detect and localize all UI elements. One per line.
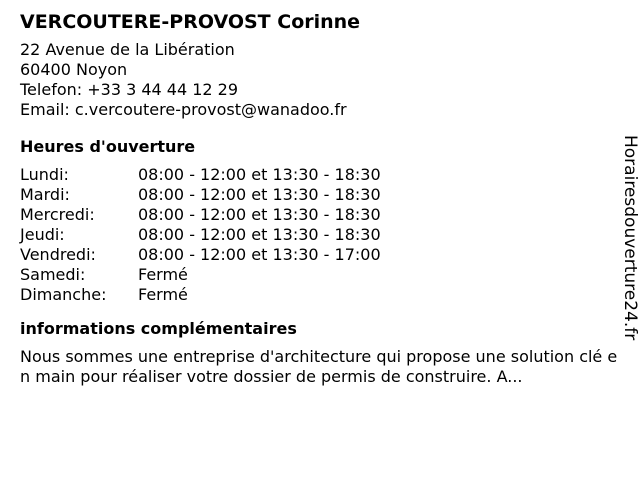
description-text: Nous sommes une entreprise d'architecture qui propose une solution clé en main pour réaliser votre dossier de permis de construire. A...	[20, 347, 618, 386]
hours-row-samedi	[20, 265, 610, 285]
address-line-street: 22 Avenue de la Libération	[20, 40, 235, 59]
info-heading: informations complémentaires	[20, 319, 297, 338]
hours-heading: Heures d'ouverture	[20, 137, 196, 156]
hours-row-dimanche	[20, 285, 610, 305]
hours-time: 08:00 - 12:00 et 13:30 - 18:30	[138, 165, 381, 184]
hours-day: Vendredi:	[20, 245, 96, 264]
hours-day: Dimanche:	[20, 285, 107, 304]
hours-table	[20, 165, 610, 305]
hours-time: 08:00 - 12:00 et 13:30 - 18:30	[138, 185, 381, 204]
hours-day: Mardi:	[20, 185, 70, 204]
hours-time: 08:00 - 12:00 et 13:30 - 18:30	[138, 225, 381, 244]
business-name: VERCOUTERE-PROVOST Corinne	[20, 11, 361, 33]
hours-row-mercredi	[20, 205, 610, 225]
hours-row-mardi	[20, 185, 610, 205]
address-line-city: 60400 Noyon	[20, 60, 128, 79]
hours-day: Mercredi:	[20, 205, 95, 224]
hours-time: Fermé	[138, 285, 188, 304]
phone-text: Telefon: +33 3 44 44 12 29	[20, 80, 239, 99]
hours-time: Fermé	[138, 265, 188, 284]
site-watermark: Horairesdouverture24.fr	[620, 135, 640, 341]
hours-time: 08:00 - 12:00 et 13:30 - 18:30	[138, 205, 381, 224]
hours-row-vendredi	[20, 245, 610, 265]
hours-row-jeudi	[20, 225, 610, 245]
email-text: Email: c.vercoutere-provost@wanadoo.fr	[20, 100, 347, 119]
hours-day: Samedi:	[20, 265, 86, 284]
hours-day: Jeudi:	[20, 225, 65, 244]
contact-block	[20, 40, 610, 120]
hours-time: 08:00 - 12:00 et 13:30 - 17:00	[138, 245, 381, 264]
hours-day: Lundi:	[20, 165, 69, 184]
hours-row-lundi	[20, 165, 610, 185]
business-card	[20, 8, 618, 387]
